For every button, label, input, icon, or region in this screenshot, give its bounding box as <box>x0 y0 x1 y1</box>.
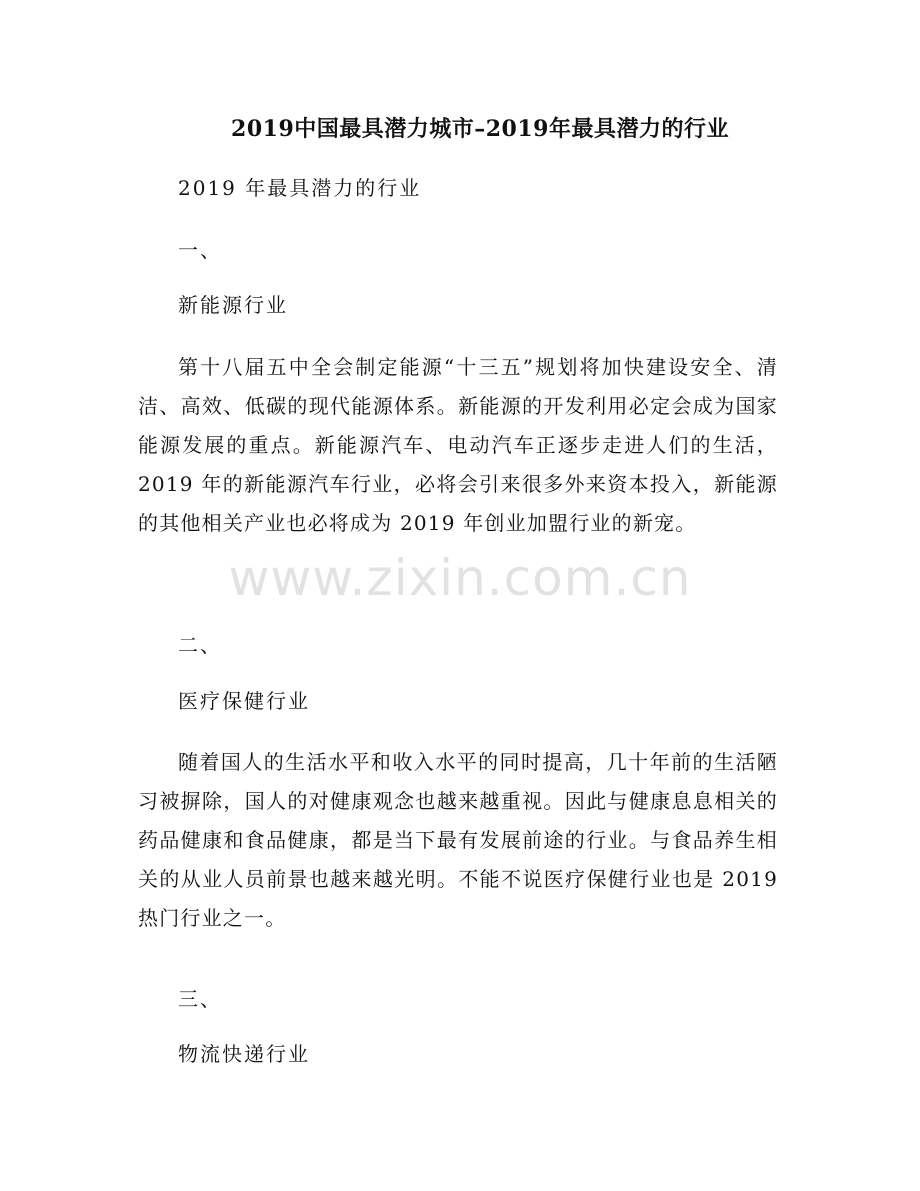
section-1-body: 第十八届五中全会制定能源“十三五”规划将加快建设安全、清洁、高效、低碳的现代能源体系。新能源的开发利用必定会成为国家能源发展的重点。新能源汽车、电动汽车正逐步走进人们的生活，2019 年的新能源汽车行业，必将会引来很多外来资本投入，新能源的其他相关产业也必将成为 2019 年创业加盟行业的新宠。 <box>138 355 778 535</box>
document-title: 2019中国最具潜力城市–2019年最具潜力的行业 <box>231 116 729 142</box>
section-3-heading: 物流快递行业 <box>178 1042 310 1066</box>
section-2-heading: 医疗保健行业 <box>178 689 310 713</box>
watermark: www.zixin.com.cn <box>228 549 692 607</box>
document-subtitle: 2019 年最具潜力的行业 <box>178 176 422 200</box>
section-3-number: 三、 <box>178 987 222 1011</box>
section-2-number: 二、 <box>178 633 222 657</box>
section-1-number: 一、 <box>178 238 222 262</box>
section-1-heading: 新能源行业 <box>178 293 288 317</box>
section-2-body: 随着国人的生活水平和收入水平的同时提高，几十年前的生活陋习被摒除，国人的对健康观念也越来越重视。因此与健康息息相关的药品健康和食品健康，都是当下最有发展前途的行业。与食品养生相关的从业人员前景也越来越光明。不能不说医疗保健行业也是 2019 热门行业之一。 <box>138 750 778 930</box>
